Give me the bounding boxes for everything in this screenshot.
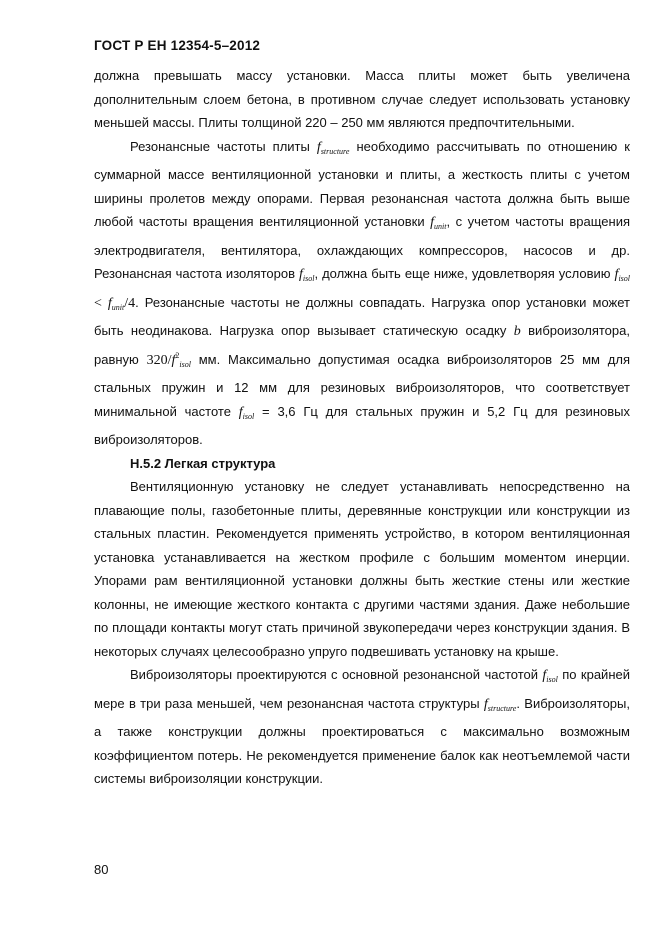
formula-subscript: isol [242, 411, 255, 421]
document-header: ГОСТ Р ЕН 12354-5–2012 [94, 38, 261, 53]
document-body [94, 64, 630, 791]
formula-numerator: 320/ [146, 352, 172, 368]
paragraph-mass: должна превышать массу установки. Масса плиты может быть увеличена дополнительным слоем бетона, в противном случае следует использовать установку меньшей массы. Плиты толщиной 220 – 250 мм являются предпочтительными. [94, 68, 630, 130]
formula-base: f [171, 352, 176, 368]
formula-f-isol [299, 267, 314, 282]
paragraph-light-structure: Вентиляционную установку не следует устанавливать непосредственно на плавающие полы, газобетонные плиты, деревянные конструкции или конструкции из стальных пластин. Рекомендуется применять устройство, в котором вентиляционная установка устанавливается на жестком профиле с большим моментом инерции. Упорами рам вентиляционной установки должны быть жесткие стены или жесткие колонны, не имеющие жесткого контакта с другими частями здания. Даже небольшие по площади контакты могут стать причиной звукопередачи через конструкции здания. В некоторых случаях целесообразно упруго подвешивать установку на крыше. [94, 479, 630, 659]
formula-base: f [614, 267, 619, 282]
section-heading: Н.5.2 Легкая структура [130, 455, 276, 471]
formula-subscript: structure [320, 146, 350, 156]
paragraph-vibroisolators [94, 663, 630, 791]
formula-operator: /4 [124, 295, 136, 311]
formula-f-structure [317, 140, 349, 155]
formula-base: f [107, 295, 112, 311]
text-run: необходимо рассчитывать по отношению к суммарной массе вентиляционной установки и плиты, а жесткость плиты с учетом ширины пролетов между опорами. Первая резонансная частота должна быть выше любой частоты вращения вентиляционной установки [94, 138, 630, 229]
formula-f-structure [484, 697, 516, 712]
formula-base: f [542, 668, 547, 683]
formula-subscript: unit [434, 222, 447, 231]
formula-subscript: isol [179, 359, 191, 369]
text-run: Виброизоляторы проектируются с основной резонансной частотой [130, 667, 543, 682]
formula-base: f [430, 215, 435, 230]
formula-operator: < [94, 295, 108, 311]
text-run: , должна быть еще ниже, удовлетворяя условию [314, 266, 615, 281]
paragraph-resonance [94, 135, 630, 452]
text-run: виброизолятора, равную [94, 323, 630, 367]
text-run: = 3,6 Гц для стальных пружин и 5,2 Гц для резиновых виброизоляторов. [94, 403, 630, 447]
formula-base: f [483, 696, 488, 712]
variable-b: b [513, 324, 521, 339]
formula-f-isol [542, 668, 557, 683]
text-run: по крайней мере в три раза меньшей, чем резонансная частота структуры [94, 667, 630, 711]
text-run: , с учетом частоты вращения электродвигателя, вентилятора, охлаждающих компрессоров, насосов и др. Резонансная частота изоляторов [94, 214, 630, 281]
formula-superscript: 2 [175, 350, 180, 360]
text-run: . Виброизоляторы, а также конструкции должны проектироваться с максимально возможным коэффициентом потерь. Не рекомендуется применение балок как неотъемлемой части системы виброизоляции конструкции. [94, 695, 630, 786]
formula-subscript: isol [546, 675, 558, 684]
formula-subscript: isol [302, 274, 315, 283]
formula-settlement [146, 350, 191, 369]
text-run: Резонансные частоты плиты [130, 138, 317, 154]
text-run: мм. Максимально допустимая осадка виброизоляторов 25 мм для стальных пружин и 12 мм для резиновых виброизоляторов, что соответствует минимальной частоте [94, 351, 630, 419]
formula-base: f [238, 404, 243, 420]
formula-subscript: unit [111, 302, 125, 312]
formula-base: f [299, 267, 303, 282]
page-number: 80 [94, 862, 109, 877]
formula-subscript: structure [487, 703, 517, 713]
formula-f-isol-min [239, 405, 254, 420]
formula-subscript: isol [618, 274, 630, 283]
text-run: . Резонансные частоты не должны совпадать. Нагрузка опор установки может быть неодинакова. Нагрузка опор вызывает статическую осадку [94, 294, 630, 338]
formula-base: f [316, 139, 321, 155]
formula-f-unit [430, 215, 446, 230]
